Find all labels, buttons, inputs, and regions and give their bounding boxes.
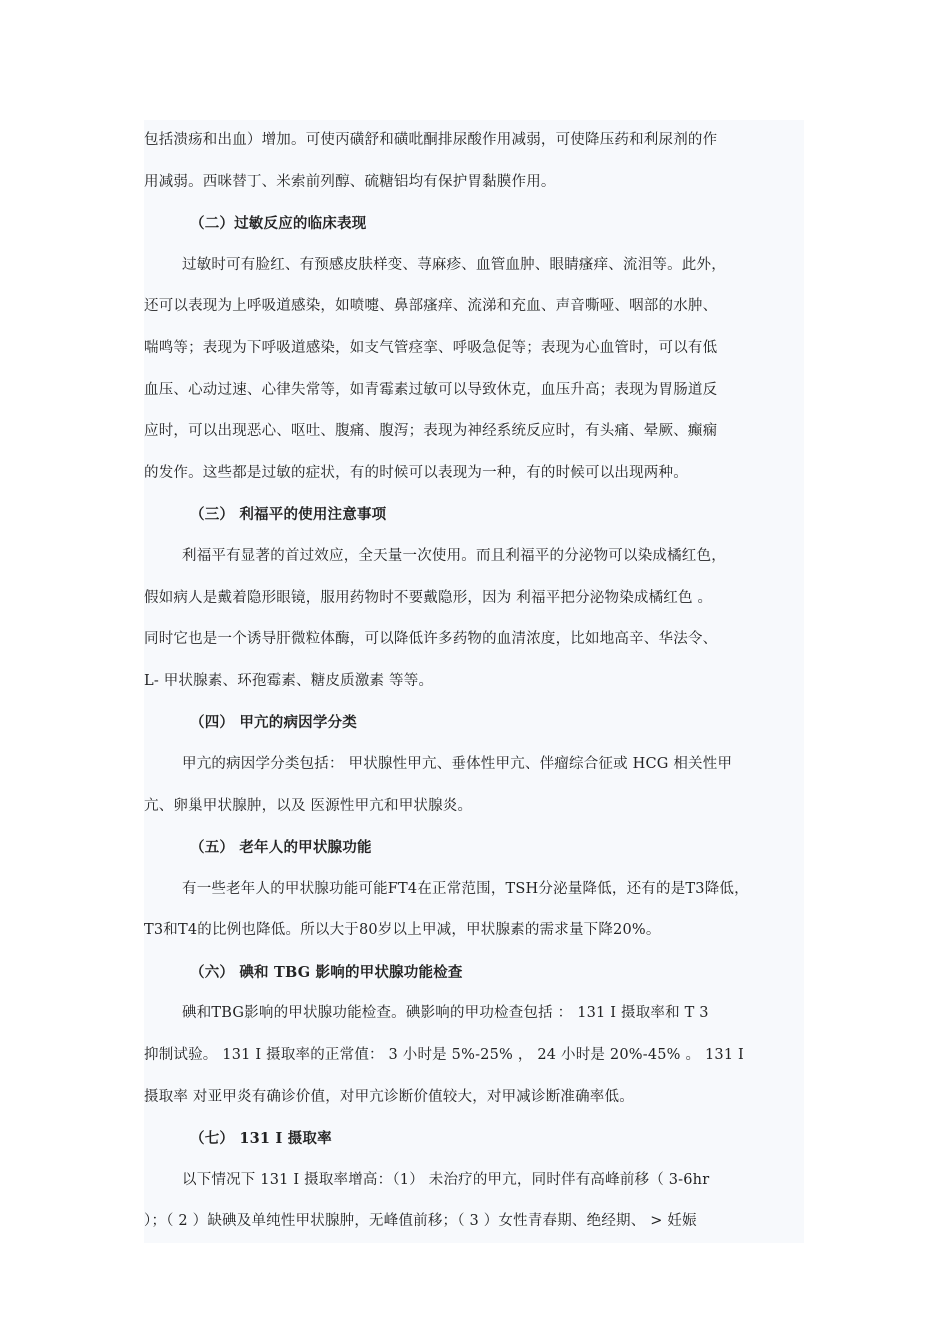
- paragraph-line: T3和T4的比例也降低。所以大于80岁以上甲减，甲状腺素的需求量下降20%。: [144, 922, 661, 939]
- paragraph-line: 甲亢的病因学分类包括： 甲状腺性甲亢、垂体性甲亢、伴瘤综合征或 HCG 相关性甲: [182, 755, 733, 772]
- paragraph-line: 亢、卵巢甲状腺肿，以及 医源性甲亢和甲状腺炎。: [144, 797, 473, 814]
- section-heading: （五） 老年人的甲状腺功能: [190, 839, 372, 857]
- paragraph-line: 抑制试验。 131 I 摄取率的正常值： 3 小时是 5%-25% ， 24 小时是 20%-45% 。 131 I: [144, 1047, 744, 1064]
- section-heading: （七） 131 I 摄取率: [190, 1130, 332, 1148]
- paragraph-line: 还可以表现为上呼吸道感染，如喷嚏、鼻部瘙痒、流涕和充血、声音嘶哑、咽部的水肿、: [144, 298, 718, 315]
- paragraph-line: 摄取率 对亚甲炎有确诊价值，对甲亢诊断价值较大，对甲减诊断准确率低。: [144, 1088, 634, 1105]
- section-heading: （六） 碘和 TBG 影响的甲状腺功能检查: [190, 963, 463, 981]
- paragraph-line: 血压、心动过速、心律失常等，如青霉素过敏可以导致休克，血压升高；表现为胃肠道反: [144, 381, 718, 398]
- paragraph-line: 包括溃疡和出血）增加。可使丙磺舒和磺吡酮排尿酸作用减弱，可使降压药和利尿剂的作: [144, 132, 718, 148]
- paragraph-line: 应时，可以出现恶心、呕吐、腹痛、腹泻；表现为神经系统反应时，有头痛、晕厥、癫痫: [144, 423, 718, 440]
- section-heading: （四） 甲亢的病因学分类: [190, 714, 357, 732]
- paragraph-line: L- 甲状腺素、环孢霉素、糖皮质激素 等等。: [144, 672, 434, 689]
- paragraph-line: 有一些老年人的甲状腺功能可能FT4在正常范围，TSH分泌量降低，还有的是T3降低，: [182, 880, 749, 897]
- document-text-block: [144, 120, 804, 1243]
- paragraph-line: 的发作。这些都是过敏的症状，有的时候可以表现为一种，有的时候可以出现两种。: [144, 464, 688, 481]
- paragraph-line: 过敏时可有脸红、有预感皮肤样变、荨麻疹、血管血肿、眼睛瘙痒、流泪等。此外，: [182, 256, 726, 273]
- section-heading: （三） 利福平的使用注意事项: [190, 506, 387, 524]
- paragraph-line: 利福平有显著的首过效应，全天量一次使用。而且利福平的分泌物可以染成橘红色，: [182, 547, 726, 564]
- paragraph-line: 喘鸣等；表现为下呼吸道感染，如支气管痉挛、呼吸急促等；表现为心血管时，可以有低: [144, 339, 718, 356]
- paragraph-line: 用减弱。西咪替丁、米索前列醇、硫糖铝均有保护胃黏膜作用。: [144, 173, 556, 190]
- paragraph-line: ）；（ 2 ）缺碘及单纯性甲状腺肿，无峰值前移；（ 3 ）女性青春期、绝经期、 > 妊娠: [144, 1213, 697, 1230]
- paragraph-line: 以下情况下 131 I 摄取率增高：（1） 未治疗的甲亢，同时伴有高峰前移（ 3-6hr: [182, 1171, 710, 1188]
- paragraph-line: 假如病人是戴着隐形眼镜，服用药物时不要戴隐形，因为 利福平把分泌物染成橘红色 。: [144, 589, 713, 606]
- section-heading: （二）过敏反应的临床表现: [190, 215, 367, 233]
- paragraph-line: 同时它也是一个诱导肝微粒体酶，可以降低许多药物的血清浓度，比如地高辛、华法令、: [144, 631, 718, 648]
- paragraph-line: 碘和TBG影响的甲状腺功能检查。碘影响的甲功检查包括 ： 131 I 摄取率和 T 3: [182, 1005, 709, 1022]
